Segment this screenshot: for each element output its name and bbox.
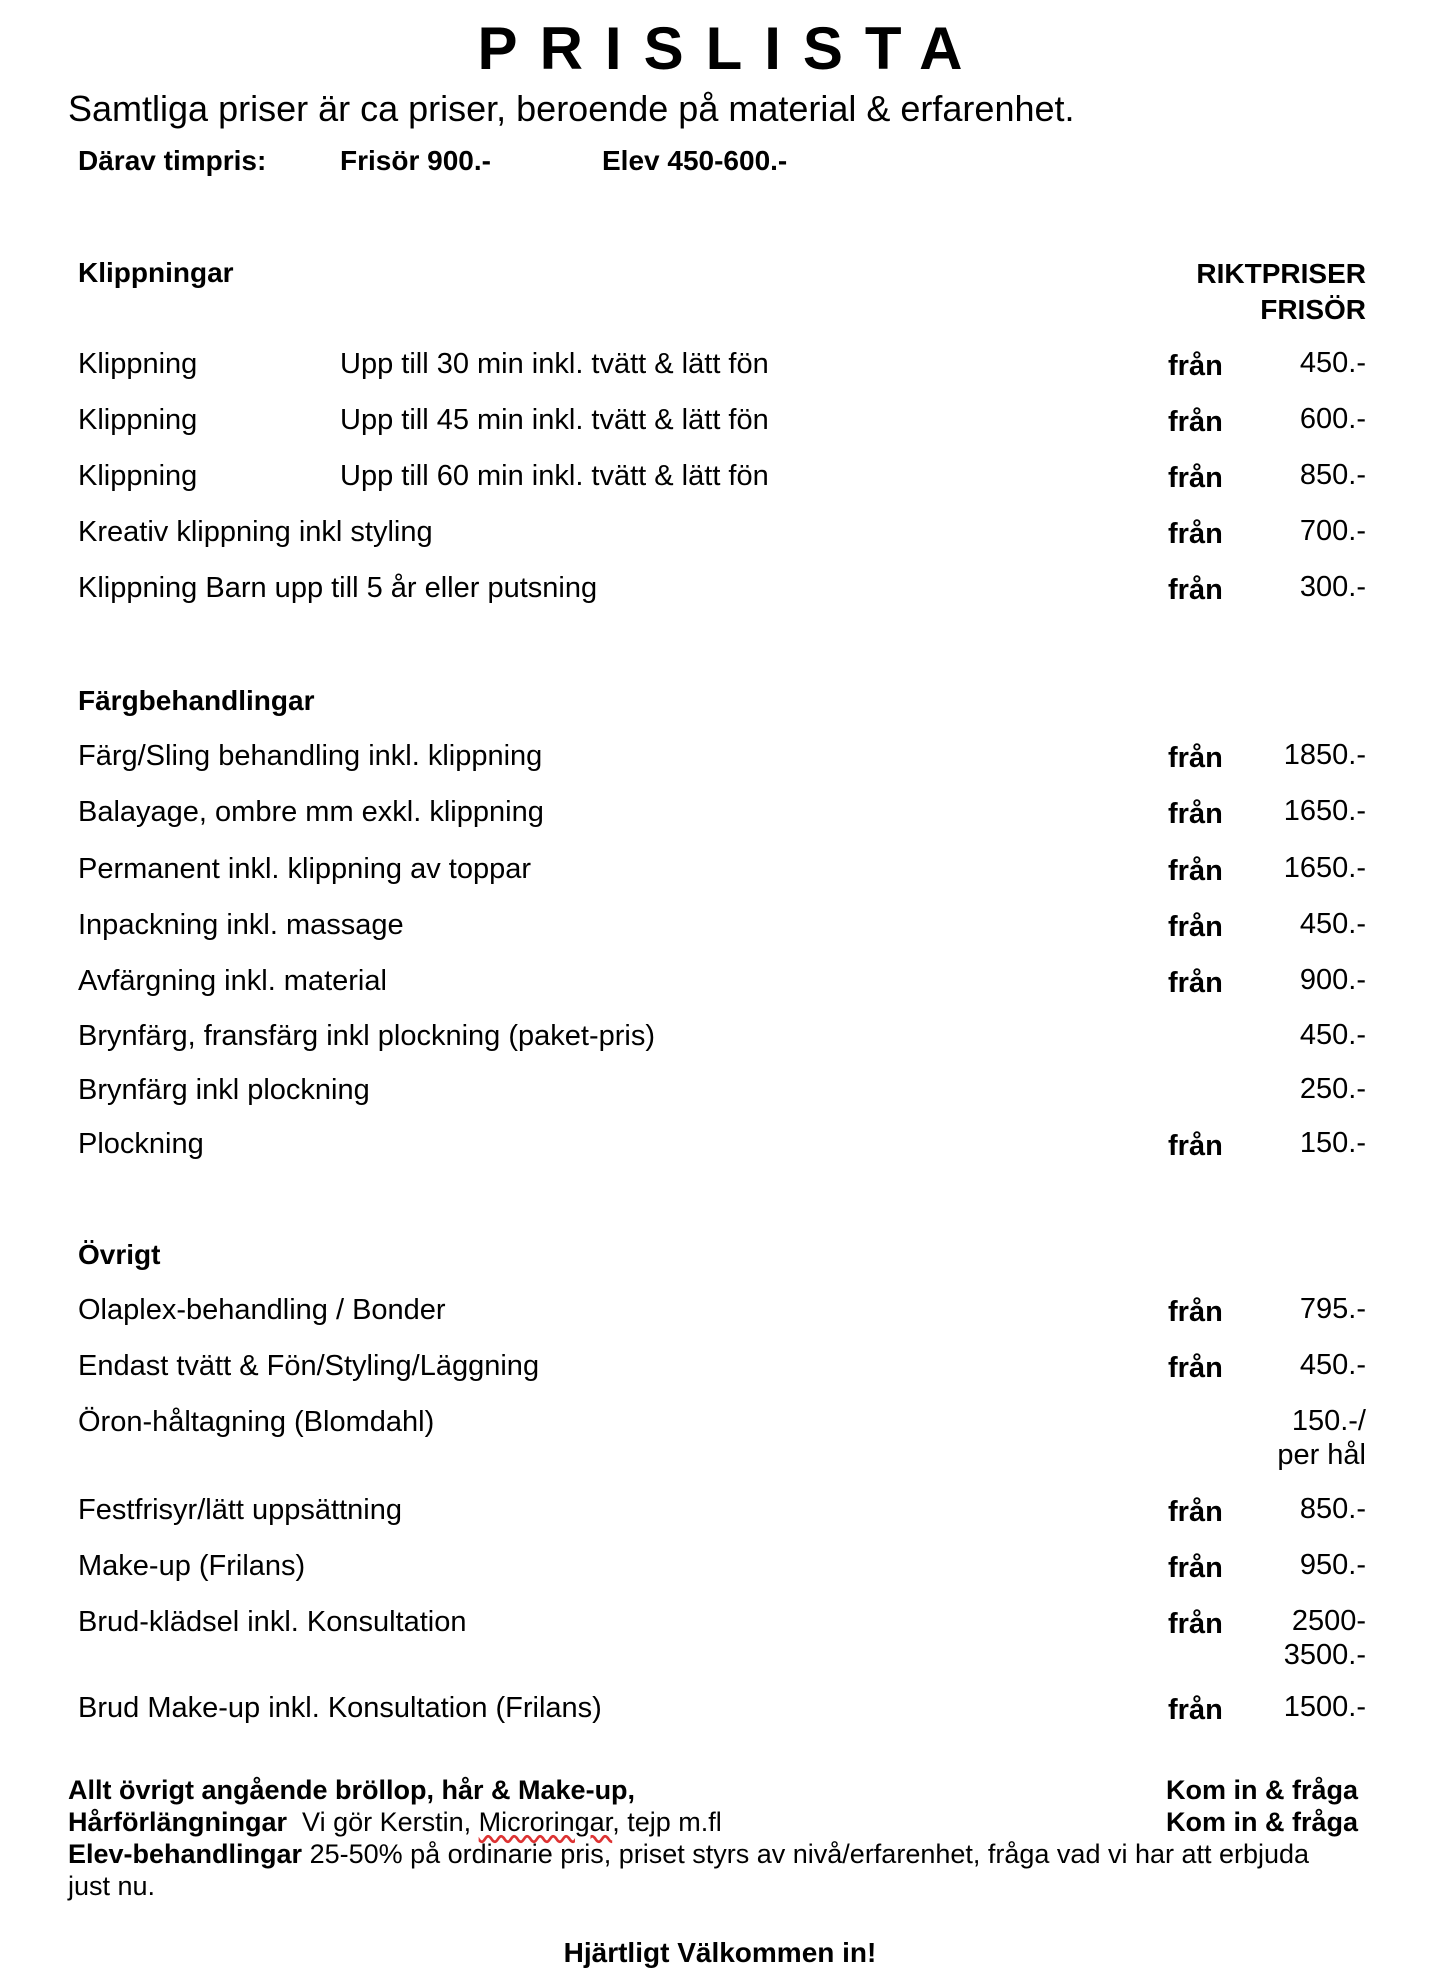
price-row (78, 1292, 1366, 1332)
price-row (78, 738, 1366, 778)
service-name: Klippning (78, 404, 198, 436)
from-label: från (1168, 855, 1223, 887)
footer-wedding-text: Allt övrigt angående bröllop, hår & Make-up, (68, 1775, 636, 1805)
footer-extensions-text-end: , tejp m.fl (612, 1807, 722, 1837)
service-price: 300.- (1299, 571, 1366, 603)
service-price: 795.- (1299, 1293, 1366, 1325)
service-name: Make-up (Frilans) (78, 1550, 306, 1582)
from-label: från (1168, 1694, 1223, 1726)
price-row (78, 1492, 1366, 1532)
price-row (78, 1548, 1366, 1588)
price-row (78, 1690, 1366, 1730)
service-name: Brud Make-up inkl. Konsultation (Frilans) (78, 1692, 602, 1724)
price-row (78, 570, 1366, 610)
service-detail: Upp till 60 min inkl. tvätt & lätt fön (340, 460, 769, 492)
footer-extensions-label: Hårförlängningar (68, 1807, 288, 1837)
price-row (78, 851, 1366, 891)
service-price: 450.- (1299, 908, 1366, 940)
from-label: från (1168, 1352, 1223, 1384)
service-price: 250.- (1299, 1073, 1366, 1105)
service-name: Plockning (78, 1128, 204, 1160)
riktpriser-line1: RIKTPRISER (1196, 258, 1366, 289)
service-detail: Upp till 45 min inkl. tvätt & lätt fön (340, 404, 769, 436)
price-row (78, 794, 1366, 834)
service-name: Klippning Barn upp till 5 år eller putsning (78, 572, 598, 604)
from-label: från (1168, 1608, 1223, 1640)
service-name: Brud-klädsel inkl. Konsultation (78, 1606, 467, 1638)
section-title-fargbehandlingar: Färgbehandlingar (78, 685, 315, 716)
service-price: 450.- (1299, 347, 1366, 379)
from-label: från (1168, 1552, 1223, 1584)
price-row (78, 1126, 1366, 1166)
from-label: från (1168, 1296, 1223, 1328)
service-detail: Upp till 30 min inkl. tvätt & lätt fön (340, 348, 769, 380)
from-label: från (1168, 462, 1223, 494)
from-label: från (1168, 574, 1223, 606)
footer-students-text: 25-50% på ordinarie pris, priset styrs av nivå/erfarenhet, fråga vad vi har att erbjuda just nu. (68, 1839, 1310, 1901)
riktpriser-line2: FRISÖR (1260, 294, 1366, 325)
service-price: 950.- (1299, 1549, 1366, 1581)
service-name: Endast tvätt & Fön/Styling/Läggning (78, 1350, 540, 1382)
from-label: från (1168, 798, 1223, 830)
service-price: 450.- (1299, 1019, 1366, 1051)
page-title: PRISLISTA (477, 15, 985, 82)
price-row (78, 346, 1366, 386)
price-row (78, 458, 1366, 498)
from-label: från (1168, 911, 1223, 943)
service-name: Permanent inkl. klippning av toppar (78, 853, 531, 885)
service-price: 150.-/ per hål (1277, 1405, 1366, 1471)
price-row (78, 1348, 1366, 1388)
footer-line-students (68, 1838, 1358, 1902)
service-price: 1500.- (1283, 1691, 1366, 1723)
from-label: från (1168, 967, 1223, 999)
service-name: Balayage, ombre mm exkl. klippning (78, 796, 544, 828)
footer-extensions-microringar: Microringar (478, 1807, 613, 1837)
service-name: Färg/Sling behandling inkl. klippning (78, 740, 543, 772)
service-price: 1850.- (1283, 739, 1366, 771)
service-price: 1650.- (1283, 795, 1366, 827)
price-row (78, 1604, 1366, 1676)
service-price: 2500- 3500.- (1283, 1605, 1366, 1671)
riktpriser-header (1196, 256, 1366, 328)
price-row (78, 907, 1366, 947)
service-price: 600.- (1299, 403, 1366, 435)
from-label: från (1168, 406, 1223, 438)
service-price: 150.- (1299, 1127, 1366, 1159)
service-name: Klippning (78, 460, 198, 492)
section-title-ovrigt: Övrigt (78, 1239, 161, 1270)
service-name: Brynfärg, fransfärg inkl plockning (paket-pris) (78, 1020, 656, 1052)
service-price: 900.- (1299, 964, 1366, 996)
service-name: Avfärgning inkl. material (78, 965, 387, 997)
timpris-elev: Elev 450-600.- (602, 145, 788, 176)
price-row (78, 963, 1366, 1003)
service-name: Festfrisyr/lätt uppsättning (78, 1494, 402, 1526)
price-row (78, 514, 1366, 554)
service-name: Olaplex-behandling / Bonder (78, 1294, 446, 1326)
price-row (78, 402, 1366, 442)
service-price: 850.- (1299, 459, 1366, 491)
timpris-label: Därav timpris: (78, 145, 267, 176)
footer-line-extensions (68, 1806, 1358, 1838)
section-title-klippningar: Klippningar (78, 257, 234, 288)
timpris-frisor: Frisör 900.- (340, 145, 491, 176)
service-name: Öron-håltagning (Blomdahl) (78, 1406, 435, 1438)
from-label: från (1168, 518, 1223, 550)
service-price: 1650.- (1283, 852, 1366, 884)
footer-students-label: Elev-behandlingar (68, 1839, 303, 1869)
subtitle: Samtliga priser är ca priser, beroende på material & erfarenhet. (68, 88, 1075, 129)
service-name: Kreativ klippning inkl styling (78, 516, 433, 548)
price-row (78, 1072, 1366, 1112)
footer-ask-label: Kom in & fråga (1165, 1807, 1358, 1837)
footer-ask-label: Kom in & fråga (1165, 1775, 1358, 1805)
service-price: 850.- (1299, 1493, 1366, 1525)
price-row (78, 1018, 1366, 1058)
from-label: från (1168, 1496, 1223, 1528)
footer-line-wedding (68, 1774, 1358, 1806)
from-label: från (1168, 350, 1223, 382)
service-name: Klippning (78, 348, 198, 380)
from-label: från (1168, 1130, 1223, 1162)
service-price: 700.- (1299, 515, 1366, 547)
service-price: 450.- (1299, 1349, 1366, 1381)
welcome-text: Hjärtligt Välkommen in! (563, 1937, 877, 1968)
price-row (78, 1404, 1366, 1476)
service-name: Inpackning inkl. massage (78, 909, 404, 941)
from-label: från (1168, 742, 1223, 774)
service-name: Brynfärg inkl plockning (78, 1074, 370, 1106)
footer-extensions-text: Vi gör Kerstin, (302, 1807, 479, 1837)
